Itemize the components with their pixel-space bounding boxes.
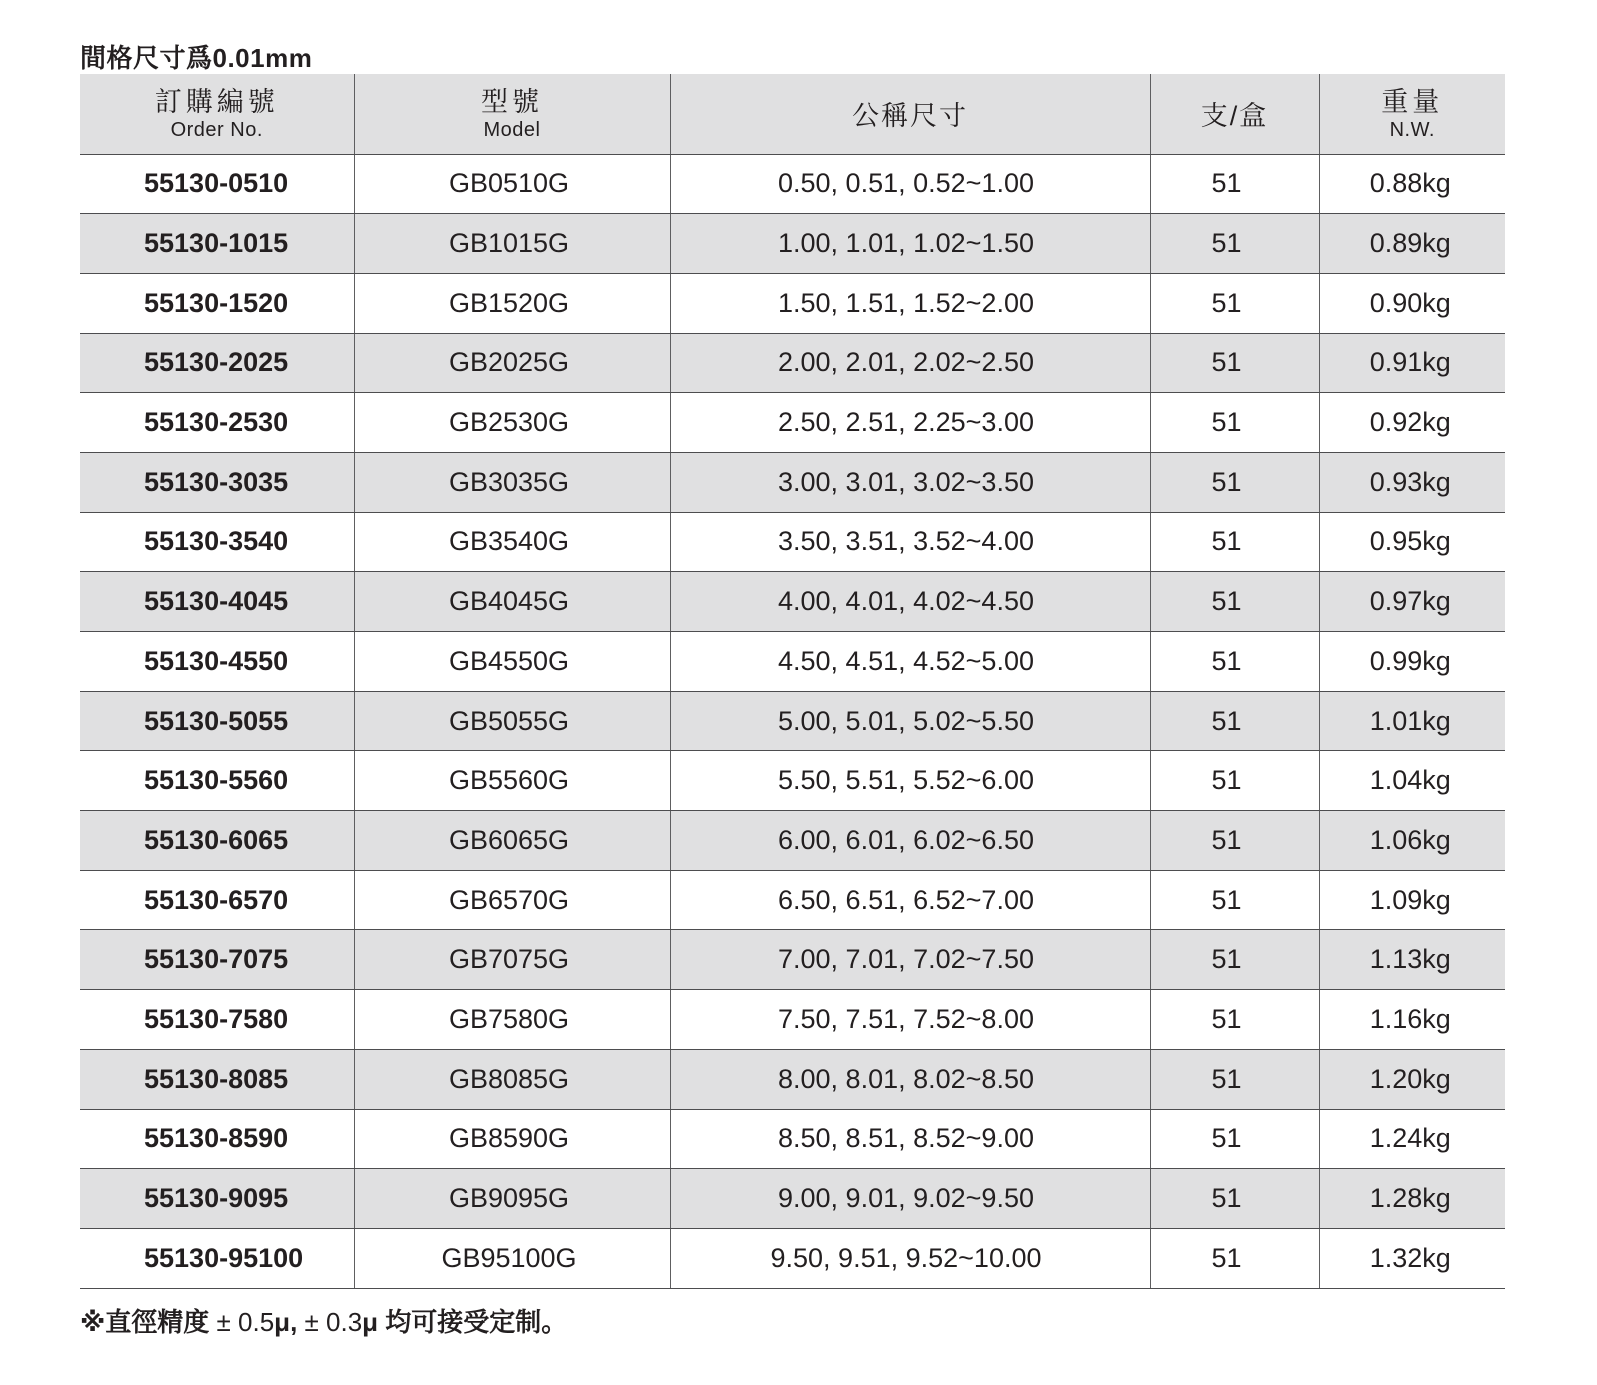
- weight-cell: 0.88kg: [1319, 154, 1505, 214]
- nominal-size-cell: 3.50, 3.51, 3.52~4.00: [670, 512, 1150, 572]
- nominal-size-cell: 2.00, 2.01, 2.02~2.50: [670, 333, 1150, 393]
- table-header-row: [80, 74, 1505, 154]
- model-cell: GB4045G: [354, 572, 670, 632]
- nominal-size-cell: 7.00, 7.01, 7.02~7.50: [670, 930, 1150, 990]
- qty-cell: 51: [1150, 154, 1319, 214]
- weight-cell: 1.13kg: [1319, 930, 1505, 990]
- order-no-cell: 55130-6065: [80, 811, 354, 871]
- model-cell: GB7075G: [354, 930, 670, 990]
- table-row: [80, 214, 1505, 274]
- model-cell: GB3540G: [354, 512, 670, 572]
- qty-cell: 51: [1150, 751, 1319, 811]
- header-order-no-zh: 訂購編號: [154, 86, 279, 117]
- nominal-size-cell: 9.00, 9.01, 9.02~9.50: [670, 1169, 1150, 1229]
- qty-cell: 51: [1150, 1169, 1319, 1229]
- model-cell: GB95100G: [354, 1228, 670, 1288]
- weight-cell: 0.99kg: [1319, 632, 1505, 692]
- table-row: [80, 870, 1505, 930]
- nominal-size-cell: 8.00, 8.01, 8.02~8.50: [670, 1049, 1150, 1109]
- order-no-cell: 55130-9095: [80, 1169, 354, 1229]
- header-qty-per-box: [1150, 74, 1319, 154]
- table-row: [80, 273, 1505, 333]
- qty-cell: 51: [1150, 1049, 1319, 1109]
- order-no-cell: 55130-1520: [80, 273, 354, 333]
- order-no-cell: 55130-6570: [80, 870, 354, 930]
- weight-cell: 0.95kg: [1319, 512, 1505, 572]
- nominal-size-cell: 9.50, 9.51, 9.52~10.00: [670, 1228, 1150, 1288]
- header-weight-zh: 重量: [1381, 86, 1444, 117]
- footnote-unit-1: μ,: [274, 1307, 305, 1337]
- weight-cell: 1.28kg: [1319, 1169, 1505, 1229]
- model-cell: GB5055G: [354, 691, 670, 751]
- table-row: [80, 572, 1505, 632]
- header-weight-en: N.W.: [1389, 118, 1435, 141]
- header-model: [354, 74, 670, 154]
- header-model-zh: 型號: [481, 86, 543, 117]
- model-cell: GB0510G: [354, 154, 670, 214]
- nominal-size-cell: 0.50, 0.51, 0.52~1.00: [670, 154, 1150, 214]
- weight-cell: 1.04kg: [1319, 751, 1505, 811]
- order-no-cell: 55130-4550: [80, 632, 354, 692]
- model-cell: GB6065G: [354, 811, 670, 871]
- qty-cell: 51: [1150, 512, 1319, 572]
- qty-cell: 51: [1150, 870, 1319, 930]
- weight-cell: 0.97kg: [1319, 572, 1505, 632]
- table-row: [80, 811, 1505, 871]
- footnote: [80, 1302, 567, 1339]
- table-row: [80, 154, 1505, 214]
- order-no-cell: 55130-0510: [80, 154, 354, 214]
- nominal-size-cell: 1.00, 1.01, 1.02~1.50: [670, 214, 1150, 274]
- model-cell: GB6570G: [354, 870, 670, 930]
- order-no-cell: 55130-8590: [80, 1109, 354, 1169]
- nominal-size-cell: 2.50, 2.51, 2.25~3.00: [670, 393, 1150, 453]
- table-row: [80, 990, 1505, 1050]
- order-no-cell: 55130-7580: [80, 990, 354, 1050]
- qty-cell: 51: [1150, 811, 1319, 871]
- nominal-size-cell: 1.50, 1.51, 1.52~2.00: [670, 273, 1150, 333]
- header-weight: [1319, 74, 1505, 154]
- table-row: [80, 1228, 1505, 1288]
- qty-cell: 51: [1150, 333, 1319, 393]
- model-cell: GB1520G: [354, 273, 670, 333]
- qty-cell: 51: [1150, 930, 1319, 990]
- table-row: [80, 751, 1505, 811]
- header-model-en: Model: [483, 118, 541, 141]
- table-row: [80, 512, 1505, 572]
- order-no-cell: 55130-1015: [80, 214, 354, 274]
- nominal-size-cell: 4.50, 4.51, 4.52~5.00: [670, 632, 1150, 692]
- model-cell: GB7580G: [354, 990, 670, 1050]
- model-cell: GB1015G: [354, 214, 670, 274]
- weight-cell: 1.20kg: [1319, 1049, 1505, 1109]
- nominal-size-cell: 5.00, 5.01, 5.02~5.50: [670, 691, 1150, 751]
- order-no-cell: 55130-8085: [80, 1049, 354, 1109]
- weight-cell: 1.01kg: [1319, 691, 1505, 751]
- qty-cell: 51: [1150, 393, 1319, 453]
- order-no-cell: 55130-95100: [80, 1228, 354, 1288]
- footnote-suffix: μ 均可接受定制。: [362, 1307, 568, 1337]
- table-row: [80, 1169, 1505, 1229]
- header-order-no: [80, 74, 354, 154]
- order-no-cell: 55130-3540: [80, 512, 354, 572]
- nominal-size-cell: 7.50, 7.51, 7.52~8.00: [670, 990, 1150, 1050]
- header-order-no-en: Order No.: [170, 118, 263, 141]
- weight-cell: 0.91kg: [1319, 333, 1505, 393]
- table-row: [80, 1049, 1505, 1109]
- weight-cell: 1.09kg: [1319, 870, 1505, 930]
- nominal-size-cell: 5.50, 5.51, 5.52~6.00: [670, 751, 1150, 811]
- order-no-cell: 55130-4045: [80, 572, 354, 632]
- footnote-prefix: ※直徑精度: [80, 1307, 210, 1337]
- footnote-tolerance-2: ± 0.3: [304, 1307, 363, 1337]
- model-cell: GB2025G: [354, 333, 670, 393]
- table-row: [80, 930, 1505, 990]
- model-cell: GB3035G: [354, 452, 670, 512]
- weight-cell: 1.24kg: [1319, 1109, 1505, 1169]
- qty-cell: 51: [1150, 632, 1319, 692]
- qty-cell: 51: [1150, 1228, 1319, 1288]
- weight-cell: 1.16kg: [1319, 990, 1505, 1050]
- header-nominal-size-zh: 公稱尺寸: [852, 101, 968, 132]
- table-row: [80, 691, 1505, 751]
- header-nominal-size: [670, 74, 1150, 154]
- table-row: [80, 452, 1505, 512]
- nominal-size-cell: 6.50, 6.51, 6.52~7.00: [670, 870, 1150, 930]
- table-row: [80, 333, 1505, 393]
- qty-cell: 51: [1150, 691, 1319, 751]
- qty-cell: 51: [1150, 990, 1319, 1050]
- footnote-tolerance-1: ± 0.5: [216, 1307, 275, 1337]
- order-no-cell: 55130-7075: [80, 930, 354, 990]
- spec-table: [80, 74, 1505, 1289]
- model-cell: GB4550G: [354, 632, 670, 692]
- weight-cell: 0.93kg: [1319, 452, 1505, 512]
- model-cell: GB8590G: [354, 1109, 670, 1169]
- order-no-cell: 55130-5055: [80, 691, 354, 751]
- model-cell: GB5560G: [354, 751, 670, 811]
- weight-cell: 0.89kg: [1319, 214, 1505, 274]
- table-row: [80, 1109, 1505, 1169]
- qty-cell: 51: [1150, 452, 1319, 512]
- nominal-size-cell: 3.00, 3.01, 3.02~3.50: [670, 452, 1150, 512]
- qty-cell: 51: [1150, 214, 1319, 274]
- order-no-cell: 55130-2025: [80, 333, 354, 393]
- model-cell: GB9095G: [354, 1169, 670, 1229]
- order-no-cell: 55130-2530: [80, 393, 354, 453]
- nominal-size-cell: 4.00, 4.01, 4.02~4.50: [670, 572, 1150, 632]
- nominal-size-cell: 8.50, 8.51, 8.52~9.00: [670, 1109, 1150, 1169]
- qty-cell: 51: [1150, 1109, 1319, 1169]
- weight-cell: 1.06kg: [1319, 811, 1505, 871]
- page-heading: 間格尺寸爲0.01mm: [80, 43, 313, 73]
- order-no-cell: 55130-5560: [80, 751, 354, 811]
- table-row: [80, 632, 1505, 692]
- order-no-cell: 55130-3035: [80, 452, 354, 512]
- weight-cell: 0.90kg: [1319, 273, 1505, 333]
- qty-cell: 51: [1150, 273, 1319, 333]
- model-cell: GB2530G: [354, 393, 670, 453]
- header-qty-per-box-zh: 支/盒: [1200, 101, 1269, 132]
- qty-cell: 51: [1150, 572, 1319, 632]
- nominal-size-cell: 6.00, 6.01, 6.02~6.50: [670, 811, 1150, 871]
- weight-cell: 1.32kg: [1319, 1228, 1505, 1288]
- weight-cell: 0.92kg: [1319, 393, 1505, 453]
- model-cell: GB8085G: [354, 1049, 670, 1109]
- table-row: [80, 393, 1505, 453]
